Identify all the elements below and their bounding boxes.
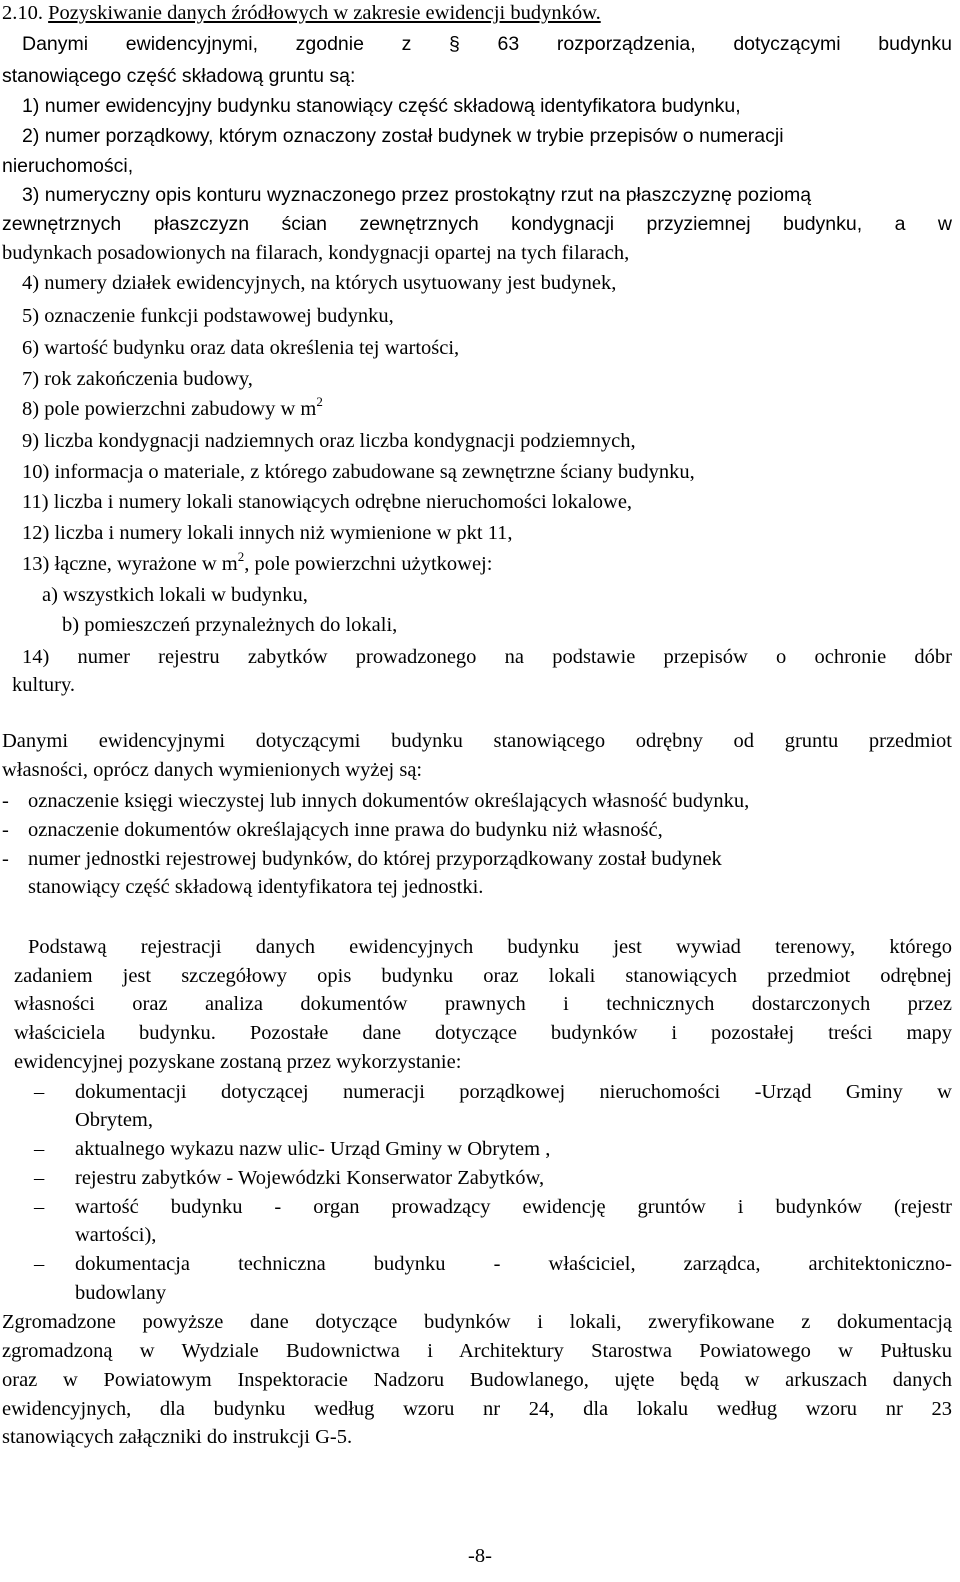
bullet-marker: - xyxy=(2,790,9,812)
summary-line-2: zgromadzoną w Wydziale Budownictwa i Architektury Starostwa Powiatowego w Pułtusku xyxy=(2,1340,952,1362)
list-item-13a: a) wszystkich lokali w budynku, xyxy=(42,584,308,606)
bullet-marker: - xyxy=(2,848,9,870)
list-item-5: 5) oznaczenie funkcji podstawowej budynku, xyxy=(22,305,394,327)
dash-marker: – xyxy=(34,1253,45,1275)
intro-line-1: Danymi ewidencyjnymi, zgodnie z § 63 rozporządzenia, dotyczącymi budynku xyxy=(22,33,952,55)
source-item-4: wartość budynku - organ prowadzący ewidencję gruntów i budynków (rejestr xyxy=(75,1196,952,1218)
page-number: -8- xyxy=(468,1545,492,1567)
source-item-3: rejestru zabytków - Wojewódzki Konserwator Zabytków, xyxy=(75,1167,545,1189)
summary-line-3: oraz w Powiatowym Inspektoracie Nadzoru Budowlanego, ujęte będą w arkuszach danych xyxy=(2,1369,952,1391)
summary-line-4: ewidencyjnych, dla budynku według wzoru nr 24, dla lokalu według wzoru nr 23 xyxy=(2,1398,952,1420)
dash-marker: – xyxy=(34,1138,45,1160)
bullet-item-2: oznaczenie dokumentów określających inne prawa do budynku niż własność, xyxy=(28,819,663,841)
paragraph-line-2: zadaniem jest szczegółowy opis budynku oraz lokali stanowiących przedmiot odrębnej xyxy=(14,965,952,987)
list-item-1: 1) numer ewidencyjny budynku stanowiący część składową identyfikatora budynku, xyxy=(22,95,741,117)
bullet-item-3-cont: stanowiący część składową identyfikatora tej jednostki. xyxy=(28,876,484,898)
source-item-1: dokumentacji dotyczącej numeracji porządkowej nieruchomości -Urząd Gminy w xyxy=(75,1081,952,1103)
bullet-item-1: oznaczenie księgi wieczystej lub innych dokumentów określających własność budynku, xyxy=(28,790,750,812)
dash-marker: – xyxy=(34,1196,45,1218)
list-item-3-cont: zewnętrznych płaszczyzn ścian zewnętrznych kondygnacji przyziemnej budynku, a w xyxy=(2,213,952,235)
list-item-13 xyxy=(22,551,492,578)
separate-ownership-intro: Danymi ewidencyjnymi dotyczącymi budynku stanowiącego odrębny od gruntu przedmiot xyxy=(2,730,952,752)
list-item-10: 10) informacja o materiale, z którego zabudowane są zewnętrzne ściany budynku, xyxy=(22,461,695,483)
dash-marker: – xyxy=(34,1167,45,1189)
list-item-3-cont-2: budynkach posadowionych na filarach, kondygnacji opartej na tych filarach, xyxy=(2,242,630,264)
list-item-13b: b) pomieszczeń przynależnych do lokali, xyxy=(62,614,398,636)
list-item-3: 3) numeryczny opis konturu wyznaczonego przez prostokątny rzut na płaszczyznę poziomą xyxy=(22,184,812,206)
section-title: Pozyskiwanie danych źródłowych w zakresie ewidencji budynków. xyxy=(48,2,601,24)
paragraph-line-3: własności oraz analiza dokumentów prawnych i technicznych dostarczonych przez xyxy=(14,993,952,1015)
list-item-8-text: 8) pole powierzchni zabudowy w m xyxy=(22,398,317,420)
intro-line-2: stanowiącego część składową gruntu są: xyxy=(2,65,356,87)
paragraph-line-1: Podstawą rejestracji danych ewidencyjnych budynku jest wywiad terenowy, którego xyxy=(28,936,952,958)
list-item-8 xyxy=(22,396,323,423)
source-item-4-cont: wartości), xyxy=(75,1224,157,1246)
list-item-14-cont: kultury. xyxy=(12,674,76,696)
summary-line-1: Zgromadzone powyższe dane dotyczące budynków i lokali, zweryfikowane z dokumentacją xyxy=(2,1311,952,1333)
section-number: 2.10. xyxy=(2,2,43,24)
superscript-2: 2 xyxy=(316,394,323,409)
superscript-2: 2 xyxy=(237,549,245,564)
section-heading xyxy=(2,0,601,27)
list-item-9: 9) liczba kondygnacji nadziemnych oraz liczba kondygnacji podziemnych, xyxy=(22,430,636,452)
separate-ownership-intro-2: własności, oprócz danych wymienionych wyżej są: xyxy=(2,759,423,781)
list-item-2-cont: nieruchomości, xyxy=(2,155,134,177)
list-item-14: 14) numer rejestru zabytków prowadzonego na podstawie przepisów o ochronie dóbr xyxy=(22,646,952,668)
list-item-6: 6) wartość budynku oraz data określenia tej wartości, xyxy=(22,337,460,359)
list-item-13-text: 13) łączne, wyrażone w m xyxy=(22,553,238,575)
list-item-2: 2) numer porządkowy, którym oznaczony został budynek w trybie przepisów o numeracji xyxy=(22,125,784,147)
list-item-13-text-end: , pole powierzchni użytkowej: xyxy=(244,553,493,575)
list-item-11: 11) liczba i numery lokali stanowiących odrębne nieruchomości lokalowe, xyxy=(22,491,633,513)
source-item-5: dokumentacja techniczna budynku - właściciel, zarządca, architektoniczno- xyxy=(75,1253,952,1275)
paragraph-line-4: właściciela budynku. Pozostałe dane dotyczące budynków i pozostałej treści mapy xyxy=(14,1022,952,1044)
bullet-marker: - xyxy=(2,819,9,841)
list-item-12: 12) liczba i numery lokali innych niż wymienione w pkt 11, xyxy=(22,522,513,544)
list-item-4: 4) numery działek ewidencyjnych, na których usytuowany jest budynek, xyxy=(22,272,617,294)
source-item-2: aktualnego wykazu nazw ulic- Urząd Gminy w Obrytem , xyxy=(75,1138,551,1160)
source-item-5-cont: budowlany xyxy=(75,1282,167,1304)
source-item-1-cont: Obrytem, xyxy=(75,1109,153,1131)
dash-marker: – xyxy=(34,1081,45,1103)
list-item-7: 7) rok zakończenia budowy, xyxy=(22,368,253,390)
summary-line-5: stanowiących załączniki do instrukcji G-5. xyxy=(2,1426,353,1448)
bullet-item-3: numer jednostki rejestrowej budynków, do której przyporządkowany został budynek xyxy=(28,848,722,870)
paragraph-line-5: ewidencyjnej pozyskane zostaną przez wykorzystanie: xyxy=(14,1051,462,1073)
